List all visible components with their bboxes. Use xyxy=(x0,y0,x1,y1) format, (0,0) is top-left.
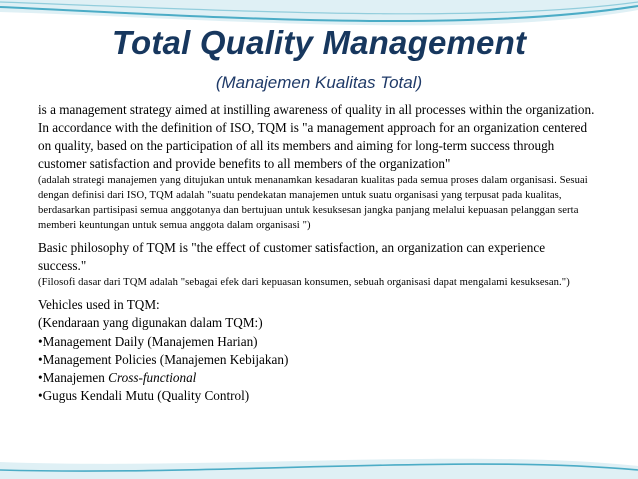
slide-body xyxy=(38,101,596,406)
vehicles-heading: Vehicles used in TQM: xyxy=(38,297,160,312)
list-item: •Management Policies (Manajemen Kebijakan) xyxy=(38,351,289,367)
philosophy-english: Basic philosophy of TQM is "the effect of customer satisfaction, an organization can experience success." xyxy=(38,240,546,273)
list-item: •Management Daily (Manajemen Harian) xyxy=(38,333,258,349)
philosophy-indonesian: (Filosofi dasar dari TQM adalah "sebagai efek dari kepuasan konsumen, sebuah organisasi dapat mengalami kesuksesan.") xyxy=(38,277,570,288)
vehicles-heading-indonesian: (Kendaraan yang digunakan dalam TQM:) xyxy=(38,315,263,331)
list-item xyxy=(38,369,596,387)
list-item-prefix: •Manajemen xyxy=(38,370,109,386)
definition-indonesian: (adalah strategi manajemen yang ditujukan untuk menanamkan kesadaran kualitas pada semua proses dalam organisasi. Sesuai dengan definisi dari ISO, TQM adalah "suatu pendekatan manajemen untuk suatu organisasi yang terpusat pada kualitas, berdasarkan partisipasi semua anggotanya dan bertujuan untuk kesuksesan jangka panjang melalui kepuasan pelanggan serta memberi keuntungan untuk semua anggota dalam organisasi ") xyxy=(38,175,588,231)
definition-english: is a management strategy aimed at instilling awareness of quality in all processes within the organization. In accordance with the definition of ISO, TQM is "a management approach for an organization centered on quality, based on the participation of all its members and aiming for long-term success through customer satisfaction and provide benefits to all members of the organization" xyxy=(38,102,595,171)
slide-subtitle: (Manajemen Kualitas Total) xyxy=(215,73,423,92)
vehicles-list xyxy=(38,296,596,406)
bottom-swoosh-light xyxy=(0,459,638,479)
list-item: •Gugus Kendali Mutu (Quality Control) xyxy=(38,388,250,404)
list-item-italic: Cross-functional xyxy=(108,370,197,386)
slide-title: Total Quality Management xyxy=(111,24,527,61)
